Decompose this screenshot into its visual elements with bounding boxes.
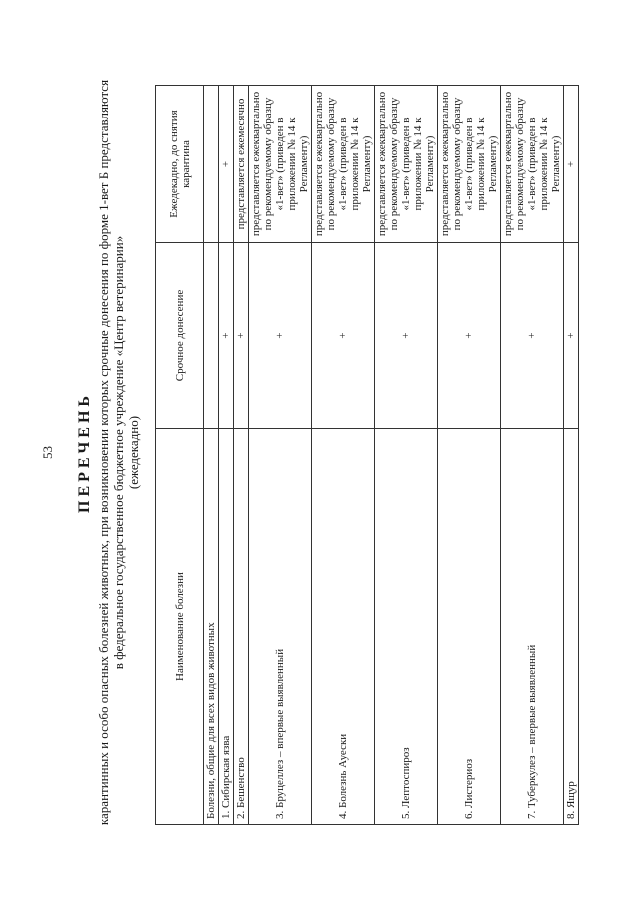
table-row [375,86,438,825]
subtitle-line-3: (ежедекадно) [126,415,141,490]
table-header-row [156,86,204,825]
subtitle-line-2: в федеральное государственное бюджетное учреждение «Центр ветеринарии» [111,235,126,670]
urgent-mark: + [249,243,312,429]
disease-name: 4. Болезнь Ауески [312,429,375,825]
disease-name: 6. Листериоз [438,429,501,825]
group-empty-cell [204,86,219,243]
disease-name: 8. Ящур [564,429,579,825]
header-disease-name: Наименование болезни [156,429,204,825]
disease-name: 1. Сибирская язва [219,429,234,825]
group-label: Болезни, общие для всех видов животных [204,429,219,825]
urgent-mark: + [219,243,234,429]
header-urgent-report: Срочное донесение [156,243,204,429]
decade-mark: + [564,86,579,243]
page-title: ПЕРЕЧЕНЬ [76,392,93,513]
decade-note: представляется ежеквартально по рекомендуемому образцу «1-вет» (приведен в приложении № 14 к Регламенту) [249,86,312,243]
decade-note: представляется ежеквартально по рекомендуемому образцу «1-вет» (приведен в приложении № 14 к Регламенту) [375,86,438,243]
table-row [249,86,312,825]
urgent-mark: + [438,243,501,429]
page-number: 53 [40,446,55,459]
decade-note: представляется ежеквартально по рекомендуемому образцу «1-вет» (приведен в приложении № 14 к Регламенту) [501,86,564,243]
table-group-row [204,86,219,825]
disease-name: 5. Лептоспироз [375,429,438,825]
subtitle-line-1: карантинных и особо опасных болезней животных, при возникновении которых срочные донесения по форме 1-вет Б представляются [96,79,111,826]
subtitle [96,40,141,865]
decade-note: представляется ежемесячно [234,86,249,243]
disease-name: 2. Бешенство [234,429,249,825]
urgent-mark: + [375,243,438,429]
decade-mark: + [219,86,234,243]
group-empty-cell [204,243,219,429]
table-row [501,86,564,825]
table-row [564,86,579,825]
urgent-mark: + [501,243,564,429]
disease-name: 7. Туберкулез – впервые выявленный [501,429,564,825]
decade-note: представляется ежеквартально по рекомендуемому образцу «1-вет» (приведен в приложении № 14 к Регламенту) [438,86,501,243]
table-row [312,86,375,825]
table-row [219,86,234,825]
urgent-mark: + [564,243,579,429]
decade-note: представляется ежеквартально по рекомендуемому образцу «1-вет» (приведен в приложении № 14 к Регламенту) [312,86,375,243]
table-row [438,86,501,825]
urgent-mark: + [312,243,375,429]
disease-name: 3. Бруцеллез – впервые выявленный [249,429,312,825]
header-decade-report: Ежедекадно, до снятия карантина [156,86,204,243]
table-row [234,86,249,825]
urgent-mark: + [234,243,249,429]
disease-table [155,85,579,825]
